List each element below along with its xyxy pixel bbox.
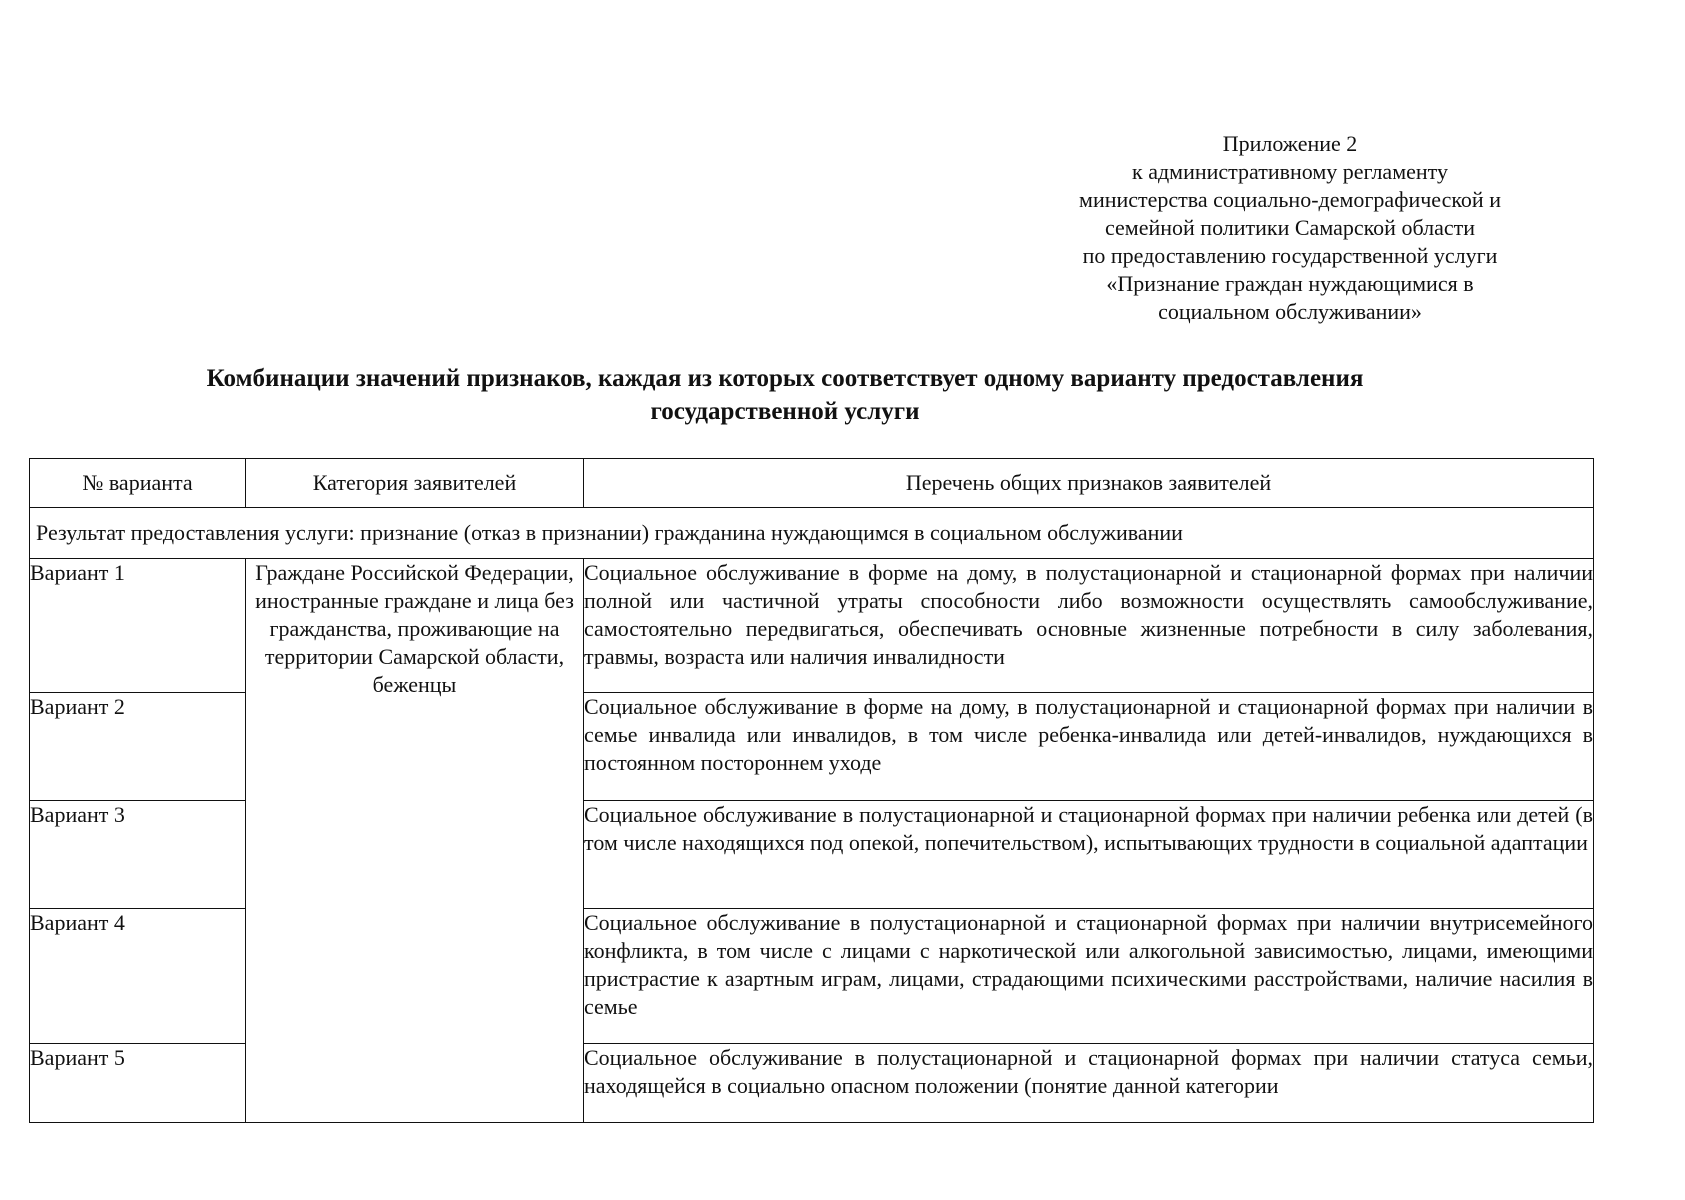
variant-description: Социальное обслуживание в полустационарной и стационарной формах при наличии внутрисемейного конфликта, в том числе с лицами с наркотической или алкогольной зависимостью, лицами, имеющими пристрастие к азартным играм, лицами, страдающими психическими расстройствами, наличие насилия в семье <box>584 909 1594 1044</box>
variant-label: Вариант 2 <box>30 693 246 801</box>
header-applicant-category: Категория заявителей <box>246 459 584 508</box>
variant-label: Вариант 1 <box>30 559 246 693</box>
appendix-line: семейной политики Самарской области <box>1104 215 1475 240</box>
variant-description: Социальное обслуживание в форме на дому, в полустационарной и стационарной формах при наличии полной или частичной утраты способности либо возможности осуществлять самообслуживание, самостоятельно передвигаться, обеспечивать основные жизненные потребности в силу заболевания, травмы, возраста или наличия инвалидности <box>584 559 1594 693</box>
result-row <box>30 508 1594 559</box>
appendix-line: социальном обслуживании» <box>1158 299 1422 324</box>
variant-description: Социальное обслуживание в полустационарной и стационарной формах при наличии ребенка или детей (в том числе находящихся под опекой, попечительством), испытывающих трудности в социальной адаптации <box>584 801 1594 909</box>
document-title <box>60 362 1510 428</box>
appendix-line: по предоставлению государственной услуги <box>1082 243 1498 268</box>
appendix-line: к административному регламенту <box>1132 159 1448 184</box>
variant-description: Социальное обслуживание в полустационарной и стационарной формах при наличии статуса семьи, находящейся в социально опасном положении (понятие данной категории <box>584 1044 1594 1123</box>
header-common-features: Перечень общих признаков заявителей <box>584 459 1594 508</box>
table-header-row <box>30 459 1594 508</box>
result-cell: Результат предоставления услуги: признание (отказ в признании) гражданина нуждающимся в социальном обслуживании <box>30 508 1594 559</box>
variant-label: Вариант 4 <box>30 909 246 1044</box>
variant-label: Вариант 3 <box>30 801 246 909</box>
title-line-1: Комбинации значений признаков, каждая из которых соответствует одному варианту предоставления <box>206 365 1364 392</box>
variant-description: Социальное обслуживание в форме на дому, в полустационарной и стационарной формах при наличии в семье инвалида или инвалидов, в том числе ребенка-инвалида или детей-инвалидов, нуждающихся в постоянном постороннем уходе <box>584 693 1594 801</box>
appendix-line: министерства социально-демографической и <box>1079 187 1501 212</box>
appendix-block <box>1040 130 1540 326</box>
applicant-category-cell: Граждане Российской Федерации, иностранные граждане и лица без гражданства, проживающие на территории Самарской области, беженцы <box>246 559 584 1123</box>
title-line-2: государственной услуги <box>650 398 920 425</box>
appendix-line: «Признание граждан нуждающимися в <box>1106 271 1474 296</box>
variant-label: Вариант 5 <box>30 1044 246 1123</box>
header-variant-number: № варианта <box>30 459 246 508</box>
appendix-line: Приложение 2 <box>1222 131 1358 156</box>
variants-table <box>29 458 1594 1123</box>
table-row <box>30 559 1594 693</box>
